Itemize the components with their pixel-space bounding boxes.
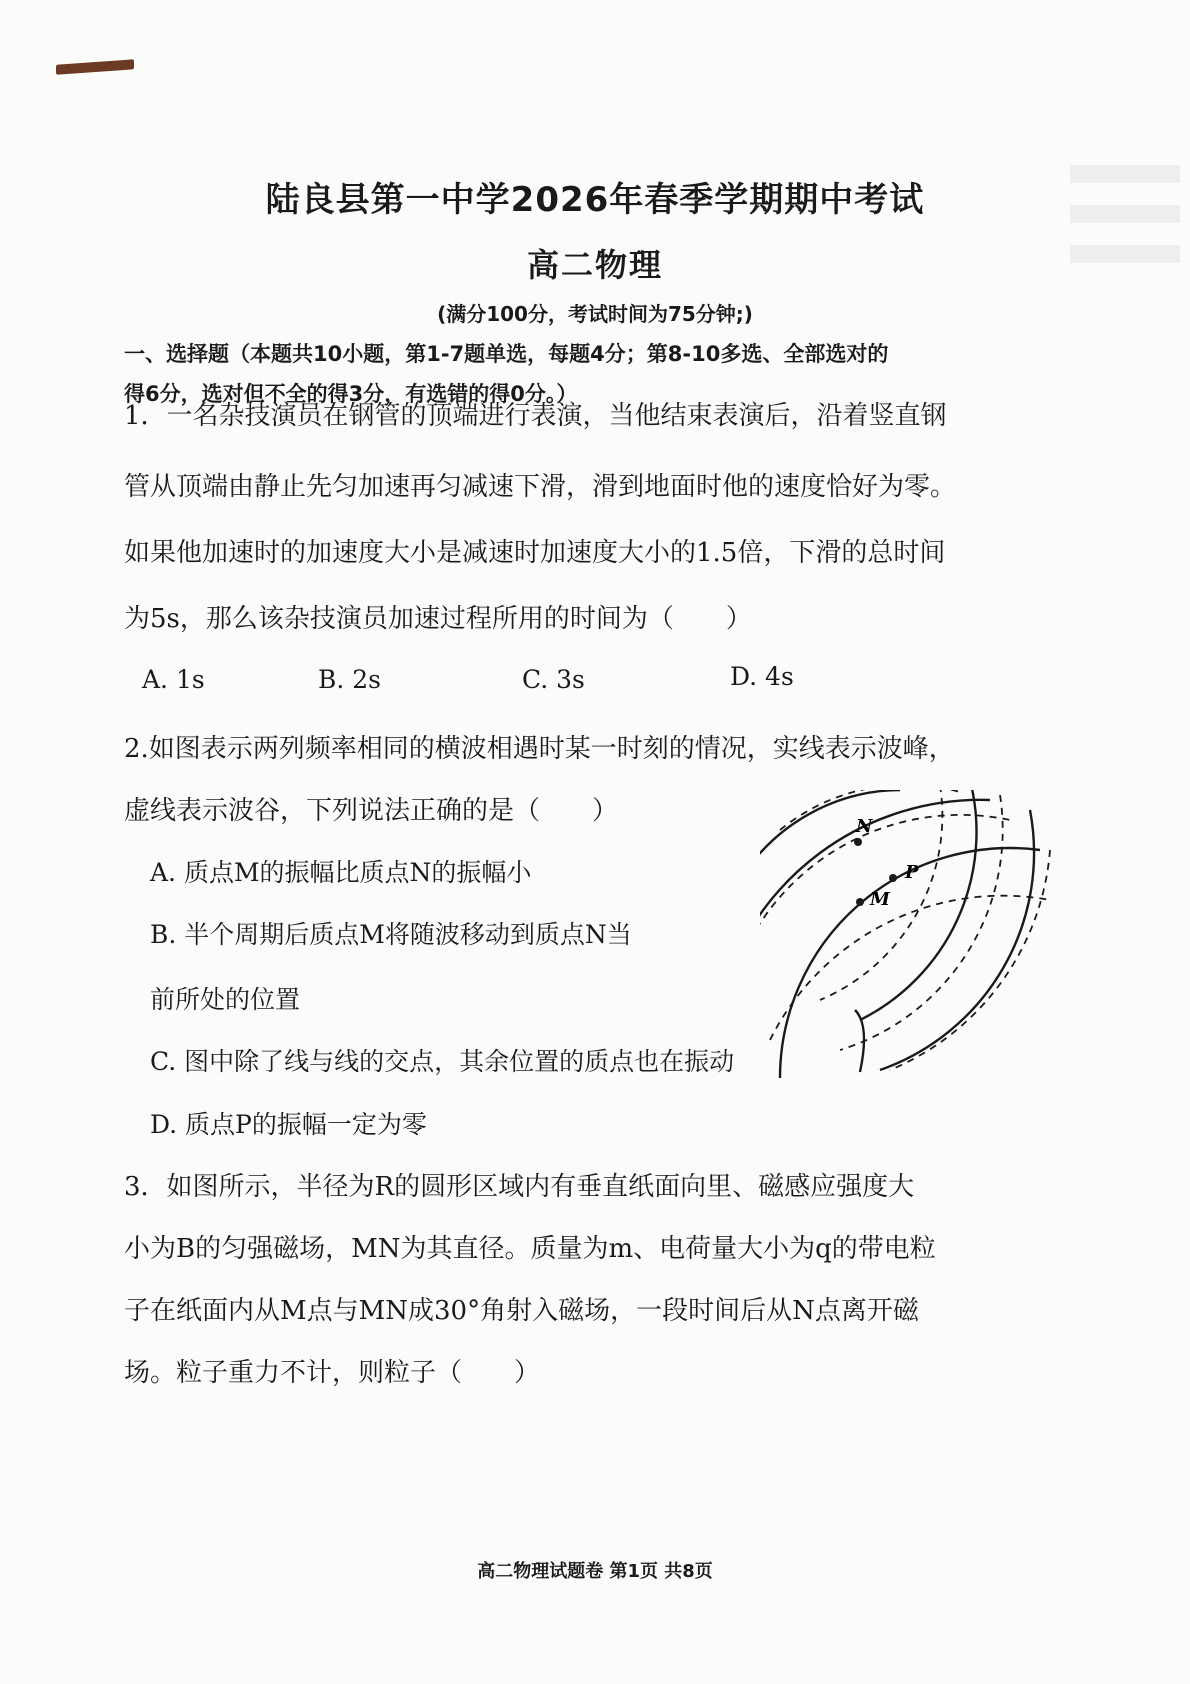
point-p [889, 874, 897, 882]
q2-option-d: D. 质点P的振幅一定为零 [150, 1110, 427, 1139]
label-n: N [856, 816, 873, 837]
q3-line-2: 小为B的匀强磁场，MN为其直径。质量为m、电荷量大小为q的带电粒 [124, 1234, 936, 1264]
trough-arc [770, 896, 1050, 1040]
q1-option-c: C. 3s [522, 665, 585, 694]
q2-option-c: C. 图中除了线与线的交点，其余位置的质点也在振动 [150, 1047, 735, 1076]
q2-option-b: B. 半个周期后质点M将随波移动到质点N当 [150, 920, 632, 949]
q1-line-3: 如果他加速时的加速度大小是减速时加速度大小的1.5倍，下滑的总时间 [124, 538, 946, 568]
exam-title: 陆良县第一中学2026年春季学期期中考试 [265, 180, 925, 220]
q1-option-a: A. 1s [142, 665, 205, 694]
section-line-1: 一、选择题（本题共10小题，第1-7题单选，每题4分；第8-10多选、全部选对的 [124, 342, 889, 366]
q2-option-a: A. 质点M的振幅比质点N的振幅小 [150, 858, 532, 887]
exam-subject: 高二物理 [526, 246, 663, 284]
wave-interference-figure [760, 790, 1060, 1080]
q3-line-4: 场。粒子重力不计，则粒子（ ） [124, 1358, 541, 1388]
wave-troughs-dashed [760, 790, 1050, 1070]
q1-option-b: B. 2s [318, 665, 382, 694]
q1-line-2: 管从顶端由静止先匀加速再匀减速下滑，滑到地面时他的速度恰好为零。 [124, 472, 957, 502]
label-m: M [870, 889, 890, 910]
wave-crests-solid [760, 790, 1040, 1078]
q3-line-1: 3．如图所示，半径为R的圆形区域内有垂直纸面向里、磁感应强度大 [124, 1172, 915, 1202]
point-n [854, 838, 862, 846]
point-m [856, 898, 864, 906]
q2-line-1: 2.如图表示两列频率相同的横波相遇时某一时刻的情况，实线表示波峰， [124, 734, 955, 764]
crest-arc [760, 790, 900, 880]
label-p: P [905, 862, 919, 883]
q1-line-1: 1．一名杂技演员在钢管的顶端进行表演，当他结束表演后，沿着竖直钢 [124, 401, 947, 431]
scan-corner-mark [56, 59, 134, 74]
exam-meta: (满分100分，考试时间为75分钟;) [437, 302, 753, 326]
page-footer: 高二物理试题卷 第1页 共8页 [477, 1561, 713, 1582]
section-line-2: 得6分，选对但不全的得3分，有选错的得0分。） [124, 382, 578, 406]
q2-line-2: 虚线表示波谷，下列说法正确的是（ ） [124, 796, 619, 826]
q3-line-3: 子在纸面内从M点与MN成30°角射入磁场，一段时间后从N点离开磁 [124, 1296, 919, 1326]
q2-option-b-cont: 前所处的位置 [150, 985, 301, 1014]
q1-line-4: 为5s，那么该杂技演员加速过程所用的时间为（ ） [124, 604, 752, 634]
q1-option-d: D. 4s [730, 662, 794, 691]
